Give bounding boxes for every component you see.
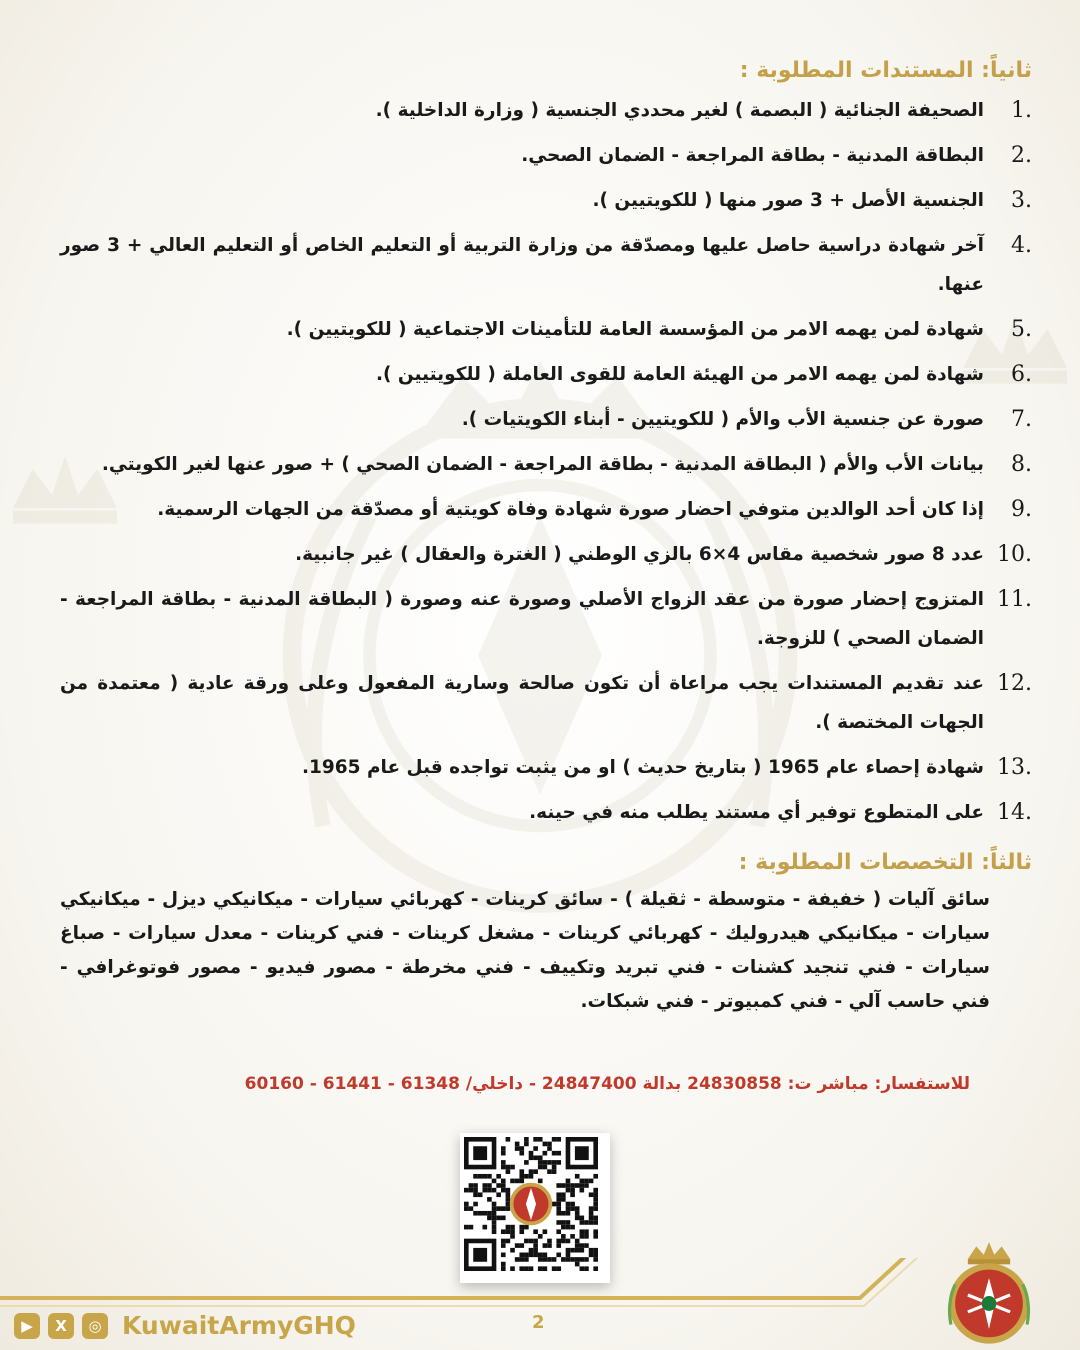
instagram-icon[interactable]: ◎ (82, 1313, 108, 1339)
x-icon[interactable]: X (48, 1313, 74, 1339)
item-text: آخر شهادة دراسية حاصل عليها ومصدّقة من وزارة التربية أو التعليم الخاص أو التعليم العالي + 3 صور عنها. (60, 235, 984, 295)
list-item (60, 400, 1032, 439)
section-title-documents: ثانياً: المستندات المطلوبة : (739, 58, 1032, 83)
list-item (60, 226, 1032, 304)
item-text: عدد 8 صور شخصية مقاس 4×6 بالزي الوطني ( الغترة والعقال ) غير جانبية. (295, 544, 984, 565)
list-item (60, 580, 1032, 658)
item-number: 9. (1011, 497, 1032, 522)
section-title-specializations: ثالثاً: التخصصات المطلوبة : (738, 850, 1032, 875)
list-item (60, 91, 1032, 130)
list-item (60, 355, 1032, 394)
item-text: المتزوج إحضار صورة من عقد الزواج الأصلي وصورة عنه وصورة ( البطاقة المدنية - بطاقة المراجعة - الضمان الصحي ) للزوجة. (60, 589, 984, 649)
item-text: شهادة لمن يهمه الامر من الهيئة العامة للقوى العاملة ( للكويتيين ). (375, 364, 984, 385)
item-number: 13. (997, 755, 1032, 780)
item-text: إذا كان أحد الوالدين متوفي احضار صورة شهادة وفاة كويتية أو مصدّقة من الجهات الرسمية. (157, 499, 984, 520)
list-item (60, 310, 1032, 349)
item-text: على المتطوع توفير أي مستند يطلب منه في حينه. (529, 802, 984, 823)
documents-list (60, 91, 1032, 832)
item-text: شهادة إحصاء عام 1965 ( بتاريخ حديث ) او من يثبت تواجده قبل عام 1965. (302, 757, 984, 778)
item-number: 6. (1011, 362, 1032, 387)
qr-code-icon (464, 1137, 598, 1271)
item-text: الصحيفة الجنائية ( البصمة ) لغير محددي الجنسية ( وزارة الداخلية ). (375, 100, 984, 121)
item-number: 10. (997, 542, 1032, 567)
item-number: 11. (997, 587, 1032, 612)
social-handle[interactable]: KuwaitArmyGHQ (122, 1311, 356, 1340)
list-item (60, 793, 1032, 832)
main-content (60, 58, 1032, 1019)
item-text: عند تقديم المستندات يجب مراعاة أن تكون صالحة وسارية المفعول وعلى ورقة عادية ( معتمدة من الجهات المختصة ). (60, 673, 984, 733)
item-number: 7. (1011, 407, 1032, 432)
item-number: 1. (1011, 98, 1032, 123)
list-item (60, 136, 1032, 175)
list-item (60, 490, 1032, 529)
item-text: بيانات الأب والأم ( البطاقة المدنية - بطاقة المراجعة - الضمان الصحي ) + صور عنها لغير الكويتي. (101, 454, 984, 475)
item-number: 14. (997, 800, 1032, 825)
list-item (60, 748, 1032, 787)
item-number: 8. (1011, 452, 1032, 477)
kuwait-army-emblem-icon (936, 1240, 1042, 1350)
list-item (60, 181, 1032, 220)
social-links (14, 1311, 356, 1340)
item-number: 3. (1011, 188, 1032, 213)
item-number: 4. (1011, 233, 1032, 258)
youtube-icon[interactable]: ▶ (14, 1313, 40, 1339)
list-item (60, 664, 1032, 742)
list-item (60, 445, 1032, 484)
item-text: شهادة لمن يهمه الامر من المؤسسة العامة للتأمينات الاجتماعية ( للكويتيين ). (286, 319, 984, 340)
item-text: الجنسية الأصل + 3 صور منها ( للكويتيين ). (592, 190, 984, 211)
list-item (60, 535, 1032, 574)
specializations-text: سائق آليات ( خفيفة - متوسطة - ثقيلة ) - سائق كرينات - كهربائي سيارات - ميكانيكي ديزل - ميكانيكي سيارات - ميكانيكي هيدروليك - كهربائي كرينات - مشغل كرينات - فني كرينات - معدل سيارات - صباغ سيارات - فني تنجيد كشنات - فني تبريد وتكييف - فني مخرطة - مصور فيديو - مصور فوتوغرافي - فني حاسب آلي - فني كمبيوتر - فني شبكات. (60, 889, 990, 1012)
item-text: صورة عن جنسية الأب والأم ( للكويتيين - أبناء الكويتيات ). (461, 409, 984, 430)
item-text: البطاقة المدنية - بطاقة المراجعة - الضمان الصحي. (521, 145, 984, 166)
page-number: 2 (532, 1312, 545, 1333)
item-number: 5. (1011, 317, 1032, 342)
item-number: 2. (1011, 143, 1032, 168)
contact-info: للاستفسار: مباشر ت: 24830858 بدالة 24847400 - داخلي/ 61348 - 61441 - 60160 (244, 1074, 970, 1094)
item-number: 12. (997, 671, 1032, 696)
